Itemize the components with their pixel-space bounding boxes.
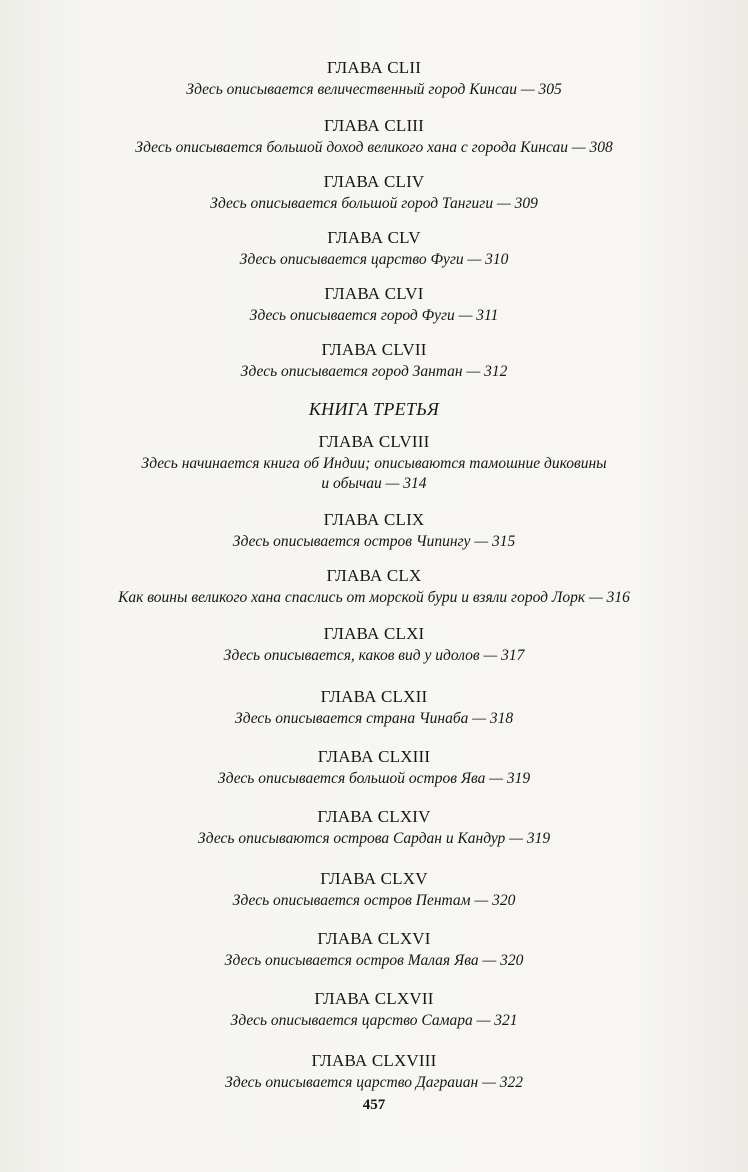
toc-entry [0,432,748,510]
chapter-heading: ГЛАВА CLIX [323,510,425,529]
toc-entry [0,510,748,566]
chapter-description: Здесь описывается город Фуги — 311 [249,307,499,324]
chapter-heading: ГЛАВА CLIII [323,116,425,135]
chapter-description: Здесь описывается остров Пентам — 320 [232,892,516,909]
toc-entry [0,228,748,284]
chapter-heading: ГЛАВА CLX [326,566,422,585]
chapter-description: Здесь описывается царство Самара — 321 [230,1012,518,1029]
toc-entry [0,566,748,624]
chapter-description: Здесь начинается книга об Индии; описываются тамошние диковины [141,455,607,472]
chapter-heading: ГЛАВА CLXV [320,869,428,888]
chapter-description: Здесь описывается большой город Тангиги — 309 [210,195,538,212]
toc-entry [0,989,748,1051]
chapter-heading: ГЛАВА CLXIII [317,747,431,766]
toc-entry [0,284,748,340]
table-of-contents [0,58,748,1101]
toc-entry [0,1051,748,1101]
chapter-heading: ГЛАВА CLXVII [314,989,434,1008]
toc-entry [0,869,748,929]
book-heading-block [0,398,748,432]
chapter-heading: ГЛАВА CLXII [320,687,428,706]
chapter-heading: ГЛАВА CLXVIII [311,1051,437,1070]
chapter-description: Здесь описывается город Зантан — 312 [240,363,508,380]
chapter-heading: ГЛАВА CLVIII [318,432,430,451]
toc-entry [0,624,748,687]
chapter-description: Здесь описывается страна Чинаба — 318 [234,710,514,727]
chapter-heading: ГЛАВА CLVI [324,284,424,303]
chapter-heading: ГЛАВА CLIV [323,172,425,191]
toc-entry [0,929,748,989]
toc-entry [0,116,748,172]
chapter-heading: ГЛАВА CLVII [321,340,427,359]
chapter-description: Здесь описываются острова Сардан и Кандур — 319 [197,830,551,847]
chapter-description: Здесь описывается большой доход великого хана с города Кинсаи — 308 [135,139,613,156]
chapter-description: Здесь описывается царство Фуги — 310 [239,251,509,268]
chapter-description: Здесь описывается, каков вид у идолов — 317 [223,647,525,664]
chapter-heading: ГЛАВА CLXVI [317,929,431,948]
toc-entry [0,172,748,228]
toc-entry [0,807,748,869]
toc-entry [0,687,748,747]
chapter-description: Как воины великого хана спаслись от морской бури и взяли город Лорк — 316 [118,589,630,606]
toc-entry [0,747,748,807]
toc-entry [0,58,748,116]
chapter-description: Здесь описывается большой остров Ява — 319 [217,770,531,787]
toc-entry [0,340,748,398]
chapter-description: Здесь описывается остров Чипингу — 315 [232,533,516,550]
chapter-heading: ГЛАВА CLXI [323,624,425,643]
chapter-description: Здесь описывается царство Даграиан — 322 [224,1074,523,1091]
chapter-heading: ГЛАВА CLII [326,58,422,77]
page-number: 457 [362,1097,386,1113]
chapter-heading: ГЛАВА CLXIV [317,807,431,826]
chapter-heading: ГЛАВА CLV [327,228,421,247]
chapter-description-continued: и обычаи — 314 [321,475,427,492]
chapter-description: Здесь описывается величественный город Кинсаи — 305 [186,81,562,98]
book-title: КНИГА ТРЕТЬЯ [308,399,440,419]
chapter-description: Здесь описывается остров Малая Ява — 320 [224,952,524,969]
